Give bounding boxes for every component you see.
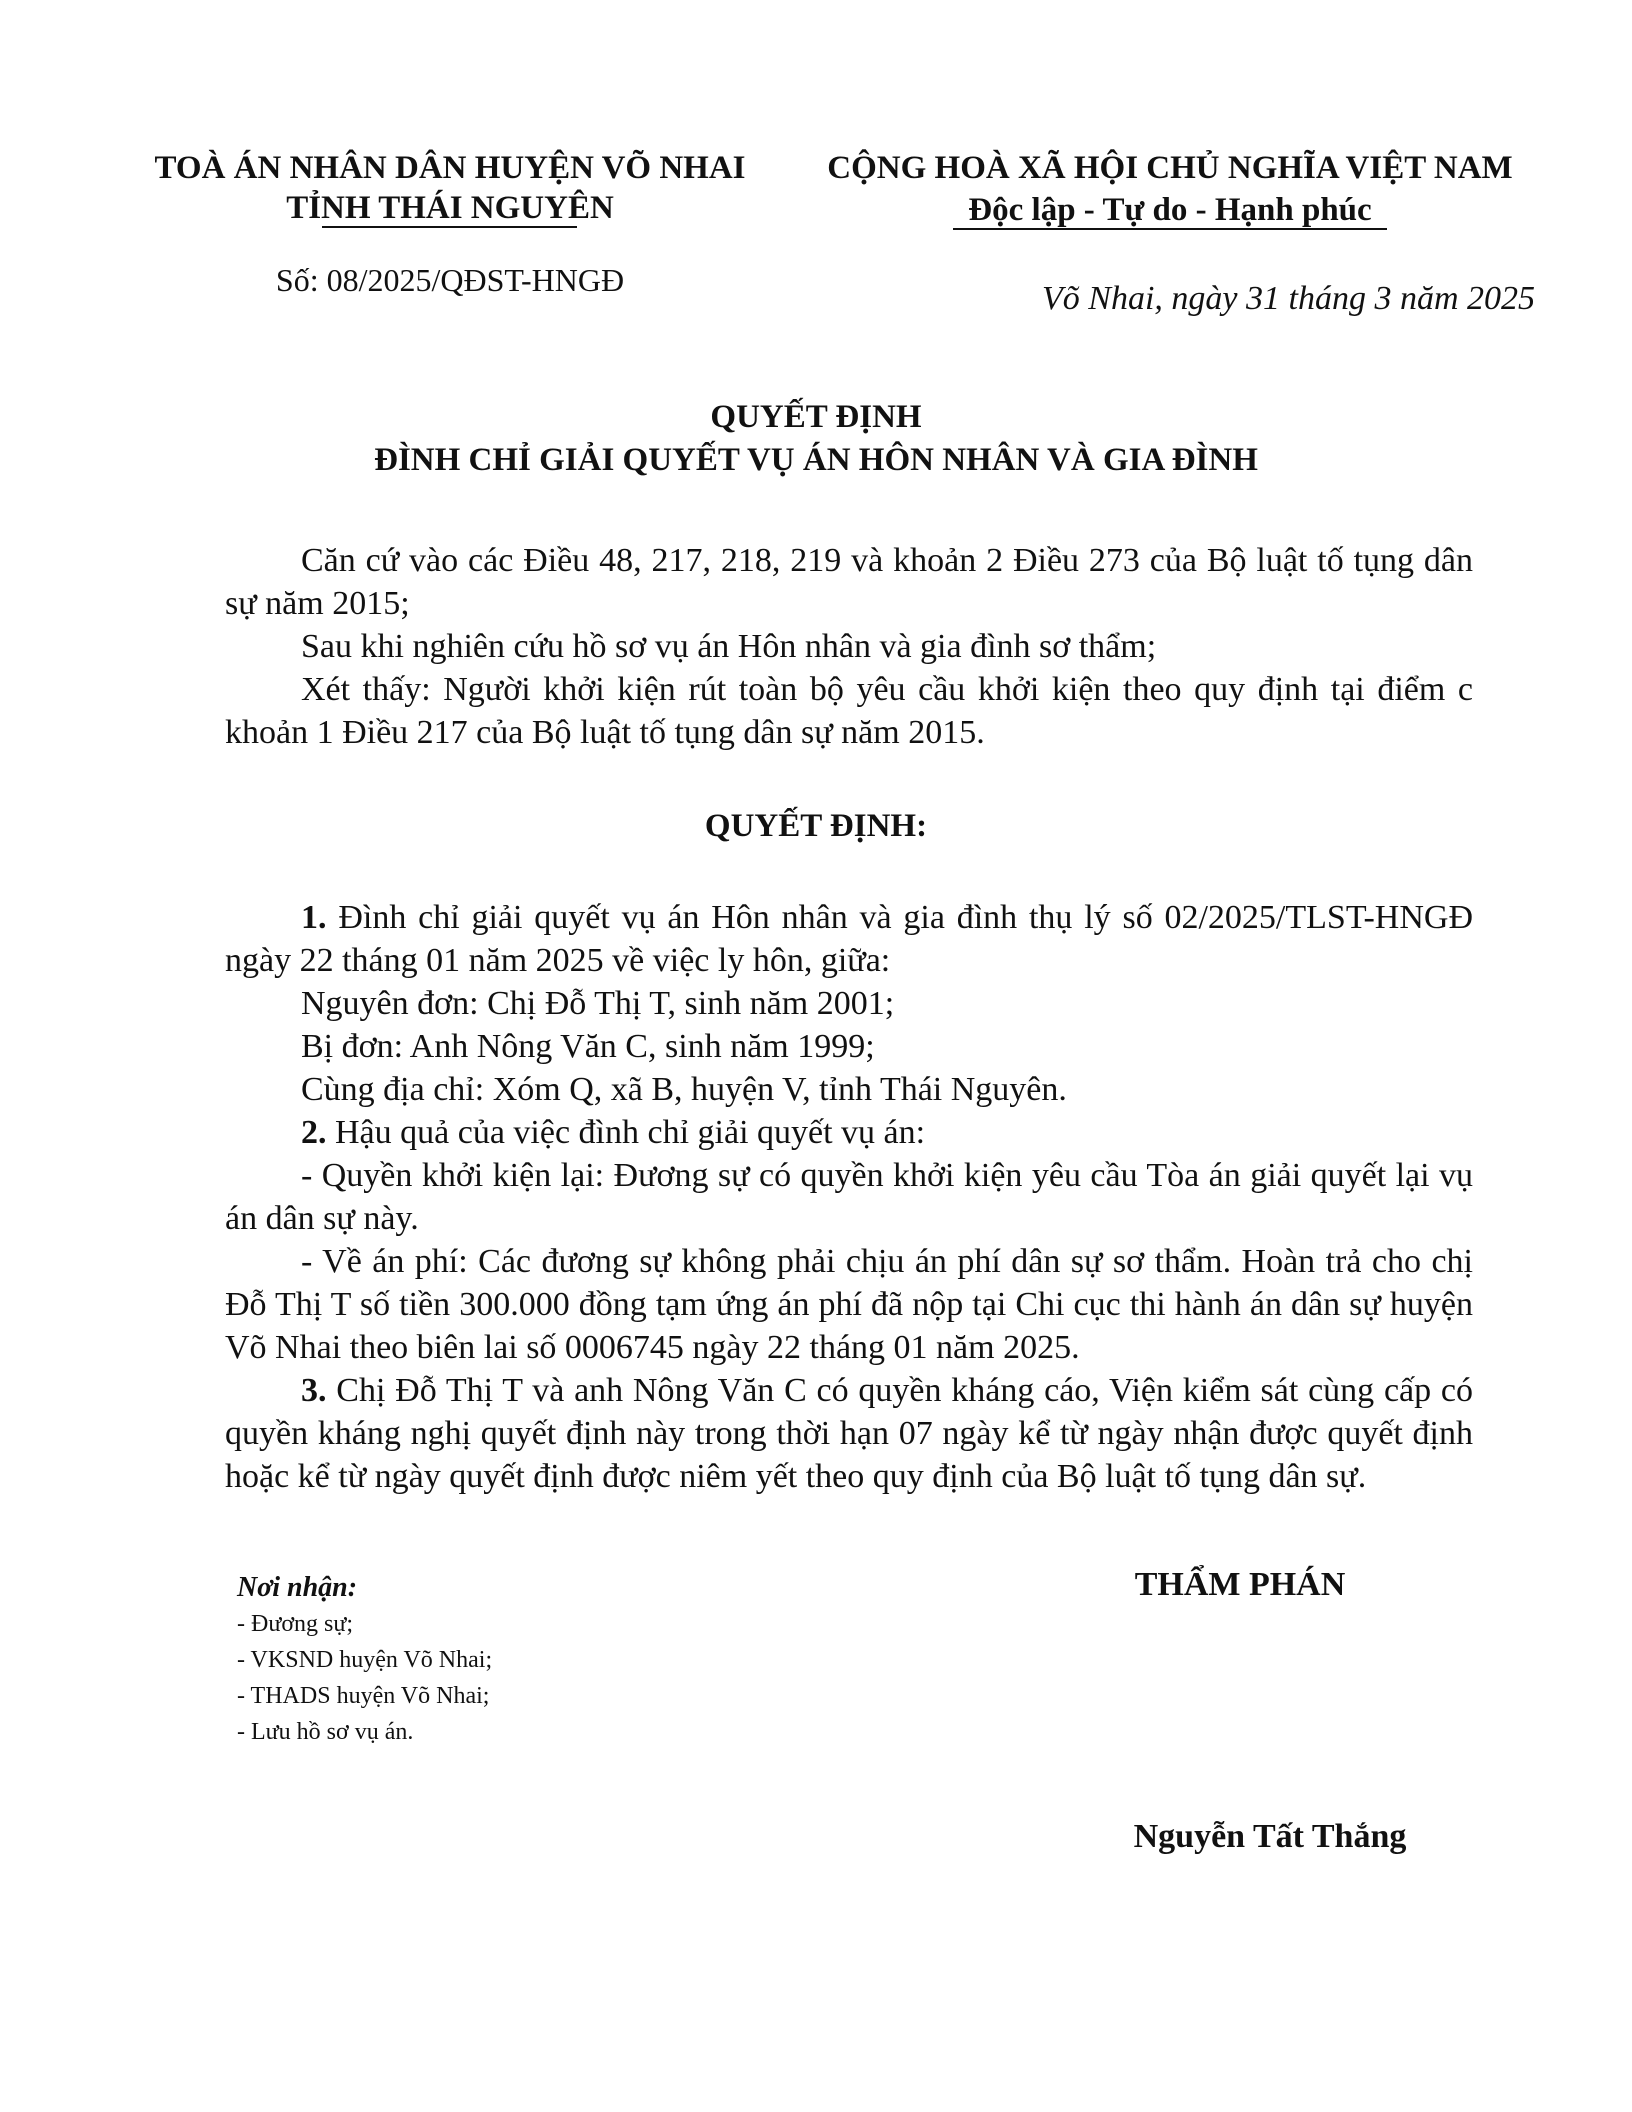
item-2-number: 2.	[301, 1114, 327, 1151]
court-province: TỈNH THÁI NGUYÊN	[286, 190, 614, 226]
recipients-title: Nơi nhận:	[237, 1572, 358, 1603]
item-2-text: Hậu quả của việc đình chỉ giải quyết vụ án:	[335, 1114, 926, 1151]
court-underline	[322, 226, 577, 228]
motto-underline	[953, 228, 1387, 230]
document-title: QUYẾT ĐỊNH	[710, 399, 922, 435]
recipient-item: - VKSND huyện Võ Nhai;	[237, 1647, 493, 1673]
nation-motto: Độc lập - Tự do - Hạnh phúc	[968, 192, 1372, 228]
item-3-text: Chị Đỗ Thị T và anh Nông Văn C có quyền kháng cáo, Viện kiểm sát cùng cấp có quyền kháng nghị quyết định này trong thời hạn 07 ngày kể từ ngày nhận được quyết định hoặc kể từ ngày quyết định được niêm yết theo quy định của Bộ luật tố tụng dân sự.	[225, 1372, 1474, 1495]
decision-body	[225, 896, 1473, 1498]
right-to-resue: - Quyền khởi kiện lại: Đương sự có quyền khởi kiện yêu cầu Tòa án giải quyết lại vụ án dân sự này.	[225, 1157, 1473, 1237]
preamble	[225, 539, 1473, 754]
signer-name: Nguyễn Tất Thắng	[1133, 1818, 1407, 1855]
signer-role: THẨM PHÁN	[1134, 1566, 1346, 1603]
finding: Xét thấy: Người khởi kiện rút toàn bộ yêu cầu khởi kiện theo quy định tại điểm c khoản 1 Điều 217 của Bộ luật tố tụng dân sự năm 2015.	[225, 671, 1473, 751]
decision-number: Số: 08/2025/QĐST-HNGĐ	[275, 262, 625, 298]
court-fee: - Về án phí: Các đương sự không phải chịu án phí dân sự sơ thẩm. Hoàn trả cho chị Đỗ Thị T số tiền 300.000 đồng tạm ứng án phí đã nộp tại Chi cục thi hành án dân sự huyện Võ Nhai theo biên lai số 0006745 ngày 22 tháng 01 năm 2025.	[225, 1243, 1473, 1366]
item-1-text: Đình chỉ giải quyết vụ án Hôn nhân và gia đình thụ lý số 02/2025/TLST-HNGĐ ngày 22 tháng 01 năm 2025 về việc ly hôn, giữa:	[225, 899, 1474, 979]
decision-item-3	[225, 1369, 1473, 1498]
decision-item-2	[225, 1111, 1473, 1154]
defendant: Bị đơn: Anh Nông Văn C, sinh năm 1999;	[301, 1028, 875, 1065]
plaintiff: Nguyên đơn: Chị Đỗ Thị T, sinh năm 2001;	[301, 985, 895, 1022]
decision-item-1	[225, 896, 1473, 982]
legal-basis: Căn cứ vào các Điều 48, 217, 218, 219 và khoản 2 Điều 273 của Bộ luật tố tụng dân sự năm 2015;	[225, 542, 1473, 622]
recipient-item: - THADS huyện Võ Nhai;	[237, 1683, 490, 1709]
case-review: Sau khi nghiên cứu hồ sơ vụ án Hôn nhân và gia đình sơ thẩm;	[301, 628, 1157, 665]
recipient-item: - Lưu hồ sơ vụ án.	[237, 1719, 414, 1745]
document-subtitle: ĐÌNH CHỈ GIẢI QUYẾT VỤ ÁN HÔN NHÂN VÀ GIA ĐÌNH	[374, 442, 1258, 478]
recipient-item: - Đương sự;	[237, 1611, 354, 1637]
issue-date: Võ Nhai, ngày 31 tháng 3 năm 2025	[1042, 280, 1535, 317]
item-1-number: 1.	[301, 899, 327, 936]
decision-heading: QUYẾT ĐỊNH:	[704, 808, 928, 844]
address: Cùng địa chỉ: Xóm Q, xã B, huyện V, tỉnh Thái Nguyên.	[301, 1071, 1067, 1108]
nation-name: CỘNG HOÀ XÃ HỘI CHỦ NGHĨA VIỆT NAM	[827, 150, 1513, 186]
court-name: TOÀ ÁN NHÂN DÂN HUYỆN VÕ NHAI	[154, 150, 746, 186]
item-3-number: 3.	[301, 1372, 327, 1409]
recipients	[237, 1570, 757, 1750]
